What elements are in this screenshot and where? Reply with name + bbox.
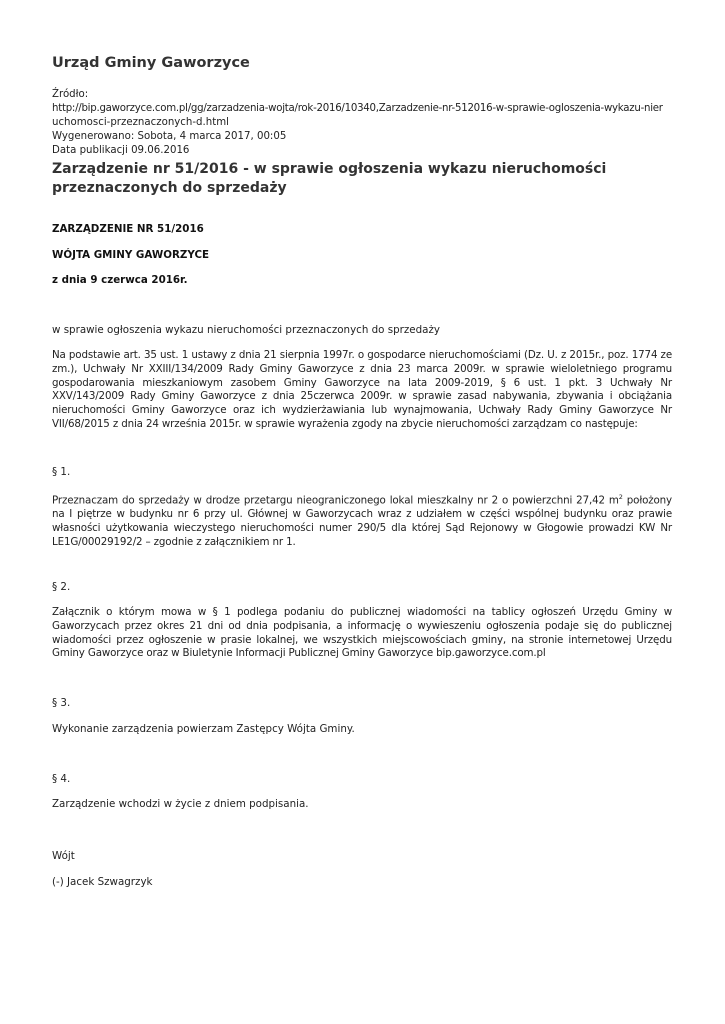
section-2-label: § 2. (52, 581, 71, 593)
signature-role: Wójt (52, 850, 75, 862)
section-2-text: Załącznik o którym mowa w § 1 podlega podaniu do publicznej wiadomości na tablicy ogłoszeń Urzędu Gminy w Gaworzycach przez okres 21 dni od dnia podpisania, a informację o wywieszeniu ogłoszenia podaje się do publicznej wiadomości przez ogłoszenie w prasie lokalnej, we wszystkich miejscowościach gminy, na stronie internetowej Urzędu Gminy Gaworzyce oraz w Biuletynie Informacji Publicznej Gminy Gaworzyce bip.gaworzyce.com.pl (52, 606, 672, 660)
organization-name: Urząd Gminy Gaworzyce (52, 55, 250, 71)
area-unit-superscript: 2 (618, 493, 623, 501)
section-1-label: § 1. (52, 466, 71, 478)
document-metadata (52, 88, 672, 158)
ordinance-number-heading: ZARZĄDZENIE NR 51/2016 (52, 223, 204, 235)
source-url-line-1: http://bip.gaworzyce.com.pl/gg/zarzadzenia-wojta/rok-2016/10340,Zarzadzenie-nr-512016-w-sprawie-ogloszenia-wykazu-nier (52, 103, 663, 114)
signature-name: (-) Jacek Szwagrzyk (52, 876, 153, 888)
section-3-text: Wykonanie zarządzenia powierzam Zastępcy Wójta Gminy. (52, 723, 355, 735)
section-3-label: § 3. (52, 697, 71, 709)
document-title: Zarządzenie nr 51/2016 - w sprawie ogłoszenia wykazu nieruchomości przeznaczonych do sprzedaży (52, 161, 607, 196)
date-heading: z dnia 9 czerwca 2016r. (52, 274, 188, 286)
source-label: Źródło: (52, 89, 89, 100)
ordinance-subject: w sprawie ogłoszenia wykazu nieruchomości przeznaczonych do sprzedaży (52, 324, 440, 336)
section-1-text-b: położony na I piętrze w budynku nr 6 przy ul. Głównej w Gaworzycach wraz z udziałem w części wspólnej budynku oraz prawie własności użytkowania wieczystego nieruchomości numer 290/5 dla której Sąd Rejonowy w Głogowie prowadzi KW Nr LE1G/00029192/2 – zgodnie z załącznikiem nr 1. (52, 494, 672, 548)
publication-date: Data publikacji 09.06.2016 (52, 145, 190, 156)
issuer-heading: WÓJTA GMINY GAWORZYCE (52, 249, 210, 261)
preamble-paragraph: Na podstawie art. 35 ust. 1 ustawy z dnia 21 sierpnia 1997r. o gospodarce nieruchomościami (Dz. U. z 2015r., poz. 1774 ze zm.), Uchwały Nr XXIII/134/2009 Rady Gminy Gaworzyce z dnia 23 marca 2009r. w sprawie wieloletniego programu gospodarowania mieszkaniowym zasobem Gminy Gaworzyce na lata 2009-2019, § 6 ust. 1 pkt. 3 Uchwały Nr XXV/143/2009 Rady Gminy Gaworzyce z dnia 25czerwca 2009r. w sprawie zasad nabywania, zbywania i obciążania nieruchomości Gminy Gaworzyce oraz ich wydzierżawiania lub wynajmowania, Uchwały Rady Gminy Gaworzyce Nr VII/68/2015 z dnia 24 września 2015r. w sprawie wyrażenia zgody na zbycie nieruchomości zarządzam co następuje: (52, 349, 672, 430)
source-url-line-2: uchomosci-przeznaczonych-d.html (52, 117, 229, 128)
section-4-label: § 4. (52, 773, 71, 785)
section-1-text (52, 491, 672, 550)
section-4-text: Zarządzenie wchodzi w życie z dniem podpisania. (52, 798, 309, 810)
generated-date: Wygenerowano: Sobota, 4 marca 2017, 00:05 (52, 131, 287, 142)
section-1-text-a: Przeznaczam do sprzedaży w drodze przetargu nieograniczonego lokal mieszkalny nr 2 o powierzchni 27,42 m (52, 494, 619, 507)
